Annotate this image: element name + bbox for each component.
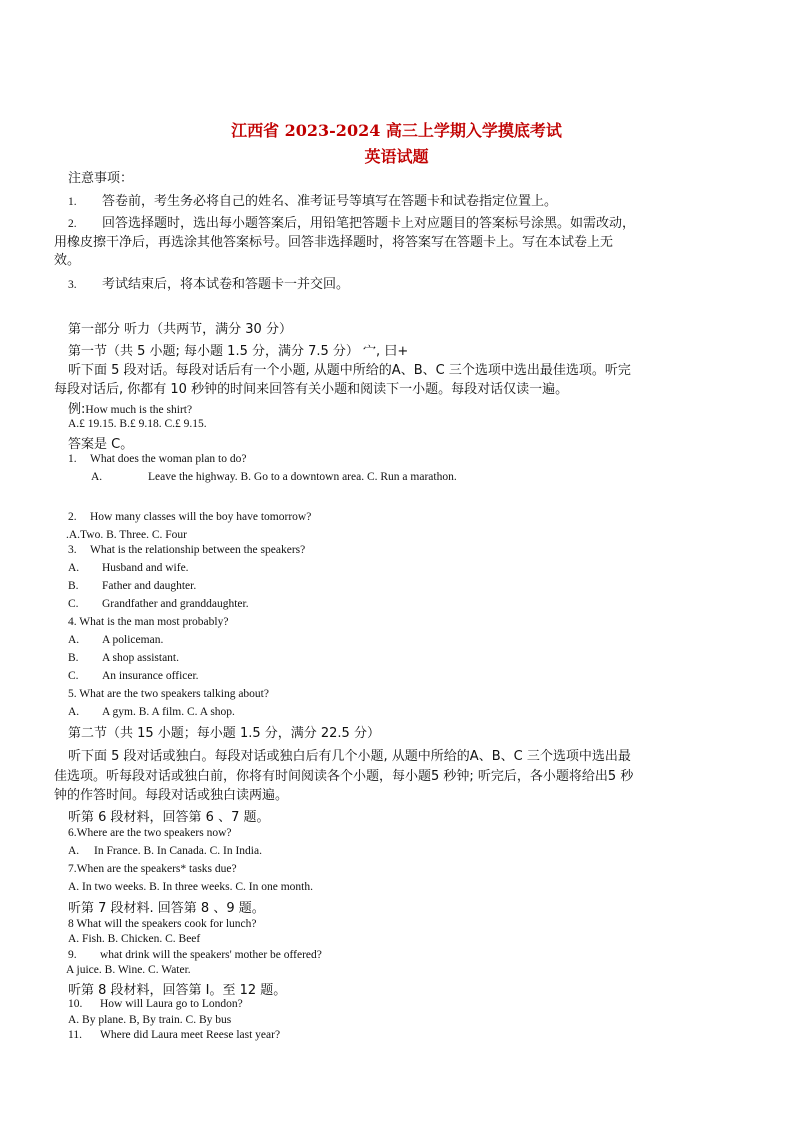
part1-heading: 第一部分 听力（共两节，满分 30 分） — [68, 322, 292, 337]
section2-instruction-b: 佳选项。听每段对话或独白前，你将有时间阅读各个小题，每小题5 秒钟; 听完后，各小题将给出5 秒 — [54, 769, 634, 784]
material-6-heading: 听第 6 段材料，回答第 6 、7 题。 — [68, 810, 270, 825]
notes-heading: 注意事项： — [68, 171, 134, 186]
question-4-option-c: C. An insurance officer. — [68, 670, 199, 682]
question-3-option-a: A. Husband and wife. — [68, 562, 189, 574]
question-6-text: 6.Where are the two speakers now? — [68, 827, 232, 839]
section2-instruction-a: 听下面 5 段对话或独白。每段对话或独白后有几个小题, 从题中所给的A、B、C 三个选项中选出最 — [68, 749, 631, 764]
material-8-heading: 听第 8 段材料，回答第 I。至 12 题。 — [68, 983, 287, 998]
question-5-text: 5. What are the two speakers talking about? — [68, 688, 269, 700]
exam-title: 江西省 2023-2024 高三上学期入学摸底考试 — [231, 121, 562, 140]
example-answer: 答案是 C。 — [68, 437, 134, 452]
material-7-heading: 听第 7 段材料. 回答第 8 、9 题。 — [68, 901, 265, 916]
example-question: How much is the shirt? — [85, 404, 193, 416]
question-3-option-b: B. Father and daughter. — [68, 580, 197, 592]
question-1-options — [91, 471, 457, 483]
section1-instruction-b: 每段对话后, 你都有 10 秒钟的时间来回答有关小题和阅读下一小题。每段对话仅读一遍。 — [54, 382, 569, 397]
question-3-option-c: C. Grandfather and granddaughter. — [68, 598, 249, 610]
note-3-number: 3. — [68, 279, 77, 291]
note-3 — [68, 273, 349, 292]
question-4-text: 4. What is the man most probably? — [68, 616, 229, 628]
note-2-text-c: 效。 — [54, 253, 81, 268]
question-11: 11. Where did Laura meet Reese last year? — [68, 1029, 281, 1041]
question-2 — [68, 511, 311, 523]
question-8-options: A. Fish. B. Chicken. C. Beef — [68, 933, 201, 945]
note-2-text-a: 回答选择题时，选出每小题答案后，用铅笔把答题卡上对应题目的答案标号涂黑。如需改动， — [102, 216, 636, 231]
question-2-options: .A.Two. B. Three. C. Four — [66, 529, 188, 541]
section1-heading: 第一节（共 5 小题; 每小题 1.5 分，满分 7.5 分） 宀, 曰+ — [68, 344, 409, 359]
question-10-options: A. By plane. B, By train. C. By bus — [68, 1014, 232, 1026]
note-1 — [68, 190, 557, 209]
question-1-options-text: Leave the highway. B. Go to a downtown area. C. Run a marathon. — [148, 471, 457, 483]
note-3-text: 考试结束后，将本试卷和答题卡一并交回。 — [102, 277, 350, 292]
question-1-text: What does the woman plan to do? — [90, 453, 247, 465]
note-2 — [68, 212, 635, 231]
question-7-text: 7.When are the speakers* tasks due? — [68, 863, 237, 875]
example-line — [68, 398, 192, 417]
section2-heading: 第二节（共 15 小题；每小题 1.5 分，满分 22.5 分） — [68, 726, 380, 741]
section1-instruction-a: 听下面 5 段对话。每段对话后有一个小题, 从题中所给的A、B、C 三个选项中选出最佳选项。听完 — [68, 363, 631, 378]
question-6-options: A. In France. B. In Canada. C. In India. — [68, 845, 262, 857]
note-1-number: 1. — [68, 196, 77, 208]
section2-instruction-c: 钟的作答时间。每段对话或独白读两遍。 — [54, 788, 289, 803]
question-9-options: A juice. B. Wine. C. Water. — [66, 964, 191, 976]
question-1-option-label: A. — [91, 471, 103, 483]
question-4-option-b: B. A shop assistant. — [68, 652, 179, 664]
question-3 — [68, 544, 305, 556]
note-2-number: 2. — [68, 218, 77, 230]
question-9: 9. what drink will the speakers' mother be offered? — [68, 949, 322, 961]
note-2-text-b: 用橡皮擦干净后，再选涂其他答案标号。回答非选择题时，将答案写在答题卡上。写在本试卷上无 — [54, 235, 614, 250]
question-4-option-a: A. A policeman. — [68, 634, 164, 646]
exam-subtitle: 英语试题 — [364, 147, 429, 166]
question-2-number: 2. — [68, 511, 77, 523]
example-label: 例: — [68, 402, 86, 417]
question-8-text: 8 What will the speakers cook for lunch? — [68, 918, 257, 930]
question-10: 10. How will Laura go to London? — [68, 998, 243, 1010]
question-5-options: A. A gym. B. A film. C. A shop. — [68, 706, 235, 718]
question-7-options: A. In two weeks. B. In three weeks. C. In one month. — [68, 881, 313, 893]
example-options: A.£ 19.15. B.£ 9.18. C.£ 9.15. — [68, 418, 207, 430]
note-1-text: 答卷前，考生务必将自己的姓名、准考证号等填写在答题卡和试卷指定位置上。 — [102, 194, 558, 209]
question-1 — [68, 453, 247, 465]
question-2-text: How many classes will the boy have tomorrow? — [90, 511, 312, 523]
question-3-number: 3. — [68, 544, 77, 556]
question-3-text: What is the relationship between the speakers? — [90, 544, 306, 556]
question-1-number: 1. — [68, 453, 77, 465]
